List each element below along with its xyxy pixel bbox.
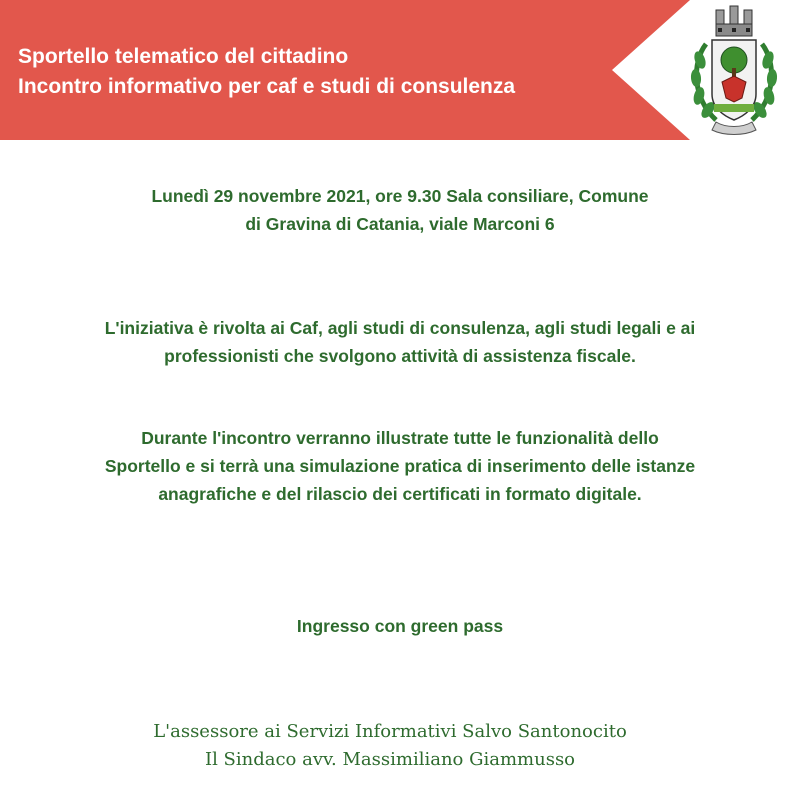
access-note-text: Ingresso con green pass: [296, 616, 504, 636]
signature-line-2: Il Sindaco avv. Massimiliano Giammusso: [204, 749, 576, 770]
event-line-1: Lunedì 29 novembre 2021, ore 9.30 Sala consiliare, Comune: [151, 186, 649, 206]
header-title-line-1: Sportello telematico del cittadino: [18, 45, 349, 68]
event-details: [20, 182, 780, 238]
description-line-2: Sportello e si terrà una simulazione pratica di inserimento delle istanze: [104, 456, 696, 476]
header-title-line-2: Incontro informativo per caf e studi di consulenza: [18, 75, 516, 98]
audience-paragraph: [20, 314, 780, 370]
event-line-2: di Gravina di Catania, viale Marconi 6: [245, 214, 555, 234]
signatures: [0, 718, 780, 774]
audience-line-2: professionisti che svolgono attività di assistenza fiscale.: [164, 346, 636, 366]
municipal-coat-of-arms-icon: [686, 2, 782, 140]
description-paragraph: [20, 424, 780, 508]
signature-line-1: L'assessore ai Servizi Informativi Salvo Santonocito: [153, 721, 627, 742]
header-title: [18, 42, 618, 102]
description-line-1: Durante l'incontro verranno illustrate tutte le funzionalità dello: [141, 428, 659, 448]
description-line-3: anagrafiche e del rilascio dei certificati in formato digitale.: [158, 484, 642, 504]
access-note: [20, 612, 780, 640]
audience-line-1: L'iniziativa è rivolta ai Caf, agli studi di consulenza, agli studi legali e ai: [104, 318, 696, 338]
